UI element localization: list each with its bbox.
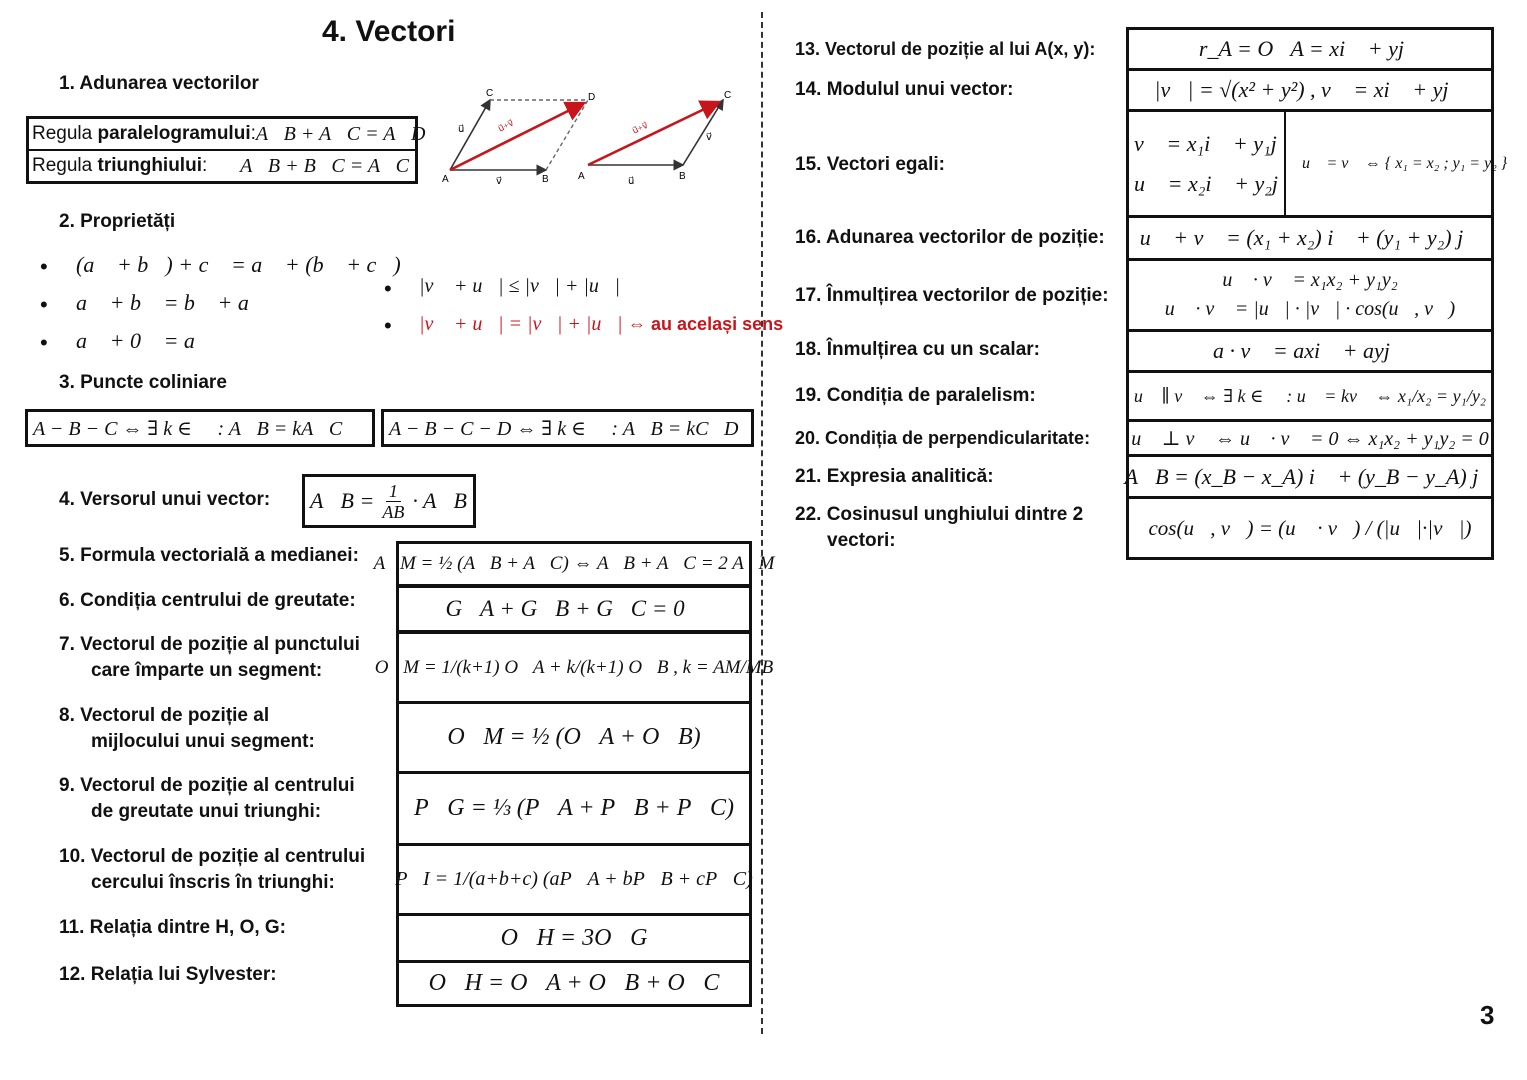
rule2-name: triunghiului xyxy=(97,155,202,176)
parallelogram-figure xyxy=(442,88,595,187)
row-9-label-line2: de greutate unui triunghi: xyxy=(91,801,322,822)
unit-vector-formula xyxy=(302,474,476,528)
analytic-expression-formula: A⃗B = (x_B − x_A) i⃗ + (y_B − y_A) j⃗ xyxy=(1126,454,1494,499)
fig1-label-v: v⃗ xyxy=(496,176,502,187)
property-neutral: a⃗ + 0⃗ = a⃗ xyxy=(76,328,213,353)
row-8-label-line2: mijlocului unui segment: xyxy=(91,731,315,752)
row-12-label: 12. Relația lui Sylvester: xyxy=(59,964,277,985)
row-15-label: 15. Vectori egali: xyxy=(795,154,945,175)
fig1-label-a: A xyxy=(442,174,449,185)
row-7-label-line2: care împarte un segment: xyxy=(91,660,323,681)
unit-vector-lhs: A⃗B = xyxy=(310,488,375,513)
row-11-label: 11. Relația dintre H, O, G: xyxy=(59,917,287,938)
fig2-label-v: v⃗ xyxy=(706,132,712,143)
fraction xyxy=(382,481,404,522)
equal-vectors-definitions xyxy=(1129,112,1296,215)
rule1-name: paralelogramului xyxy=(97,123,251,144)
fig2-resultant xyxy=(588,102,719,165)
median-formula: A⃗M = ½ (A⃗B + A⃗C) ⇔ A⃗B + A⃗C = 2 A⃗M xyxy=(396,541,752,587)
section-3-heading: 3. Puncte coliniare xyxy=(59,372,227,393)
vector-v-def: v⃗ = x₁i⃗ + y₁j⃗ xyxy=(1134,130,1294,156)
vector-u-def: u⃗ = x₂i⃗ + y₂j⃗ xyxy=(1134,170,1296,196)
fig2-label-b: B xyxy=(679,171,686,182)
row-19-label: 19. Condiția de paralelism: xyxy=(795,385,1036,406)
sylvester-formula: O⃗H = O⃗A + O⃗B + O⃗C xyxy=(396,960,752,1007)
row-18-label: 18. Înmulțirea cu un scalar: xyxy=(795,339,1040,360)
section-point-formula: O⃗M = 1/(k+1) O⃗A + k/(k+1) O⃗B , k = AM/MB xyxy=(396,631,752,704)
rule1-formula: A⃗B + A⃗C = A⃗D xyxy=(255,122,426,145)
row-10-label-line2: cercului înscris în triunghi: xyxy=(91,872,335,893)
rule2-colon: : xyxy=(201,155,208,176)
collinear-four-points: A − B − C − D ⇔ ∃ k ∈ ℝ : A⃗B = kC⃗D xyxy=(381,409,754,447)
triangle-rule xyxy=(29,151,415,181)
rule2-prefix: Regula xyxy=(32,155,98,176)
row-21-label: 21. Expresia analitică: xyxy=(795,466,994,487)
row-22-label: 22. Cosinusul unghiului dintre 2 xyxy=(795,504,1084,525)
centroid-position-formula: P⃗G = ⅓ (P⃗A + P⃗B + P⃗C) xyxy=(396,771,752,846)
fig2-label-c: C xyxy=(724,90,732,101)
section-2-heading: 2. Proprietăți xyxy=(59,211,176,232)
fig1-resultant xyxy=(450,103,584,170)
fig1-label-uv: u⃗+v⃗ xyxy=(496,117,516,134)
triangle-inequality: |v⃗ + u⃗| ≤ |v⃗| + |u⃗| xyxy=(419,275,620,297)
vector-addition-figures xyxy=(438,82,748,192)
equality-note: ⇔ au același sens xyxy=(628,314,784,334)
modulus-formula: |v⃗| = √(x² + y²) , v⃗ = xi⃗ + yj⃗ xyxy=(1126,68,1494,112)
scalar-multiplication-formula: a · v⃗ = axi⃗ + ayj⃗ xyxy=(1126,329,1494,373)
fig1-label-u: u⃗ xyxy=(458,124,465,135)
section-1-heading: 1. Adunarea vectorilor xyxy=(59,73,259,94)
fig1-label-c: C xyxy=(486,88,494,99)
dot-product-cosine: u⃗ · v⃗ = |u⃗| · |v⃗| · cos(u⃗, v⃗) xyxy=(1164,298,1456,320)
column-divider xyxy=(761,12,763,1034)
row-7-label: 7. Vectorul de poziție al punctului xyxy=(59,634,360,655)
rule1-prefix: Regula xyxy=(32,123,98,144)
triangle-figure xyxy=(578,90,731,187)
equal-vectors-condition: u⃗ = v⃗ ⇔ { x₁ = x₂ ; y₁ = y₂ } xyxy=(1302,154,1508,172)
bullet-icon: • xyxy=(40,292,48,317)
centroid-condition-formula: G⃗A + G⃗B + G⃗C = 0⃗ xyxy=(396,585,752,633)
row-17-label: 17. Înmulțirea vectorilor de poziție: xyxy=(795,285,1109,306)
property-commutativity: a⃗ + b⃗ = b⃗ + a⃗ xyxy=(76,290,266,315)
bullet-icon: • xyxy=(40,254,48,279)
cosine-formula: cos(u⃗, v⃗) = (u⃗ · v⃗) / (|u⃗|·|v⃗|) xyxy=(1126,496,1494,560)
page-number: 3 xyxy=(1480,1000,1495,1030)
fig1-label-d: D xyxy=(588,92,596,103)
fig2-label-a: A xyxy=(578,171,585,182)
row-16-label: 16. Adunarea vectorilor de poziție: xyxy=(795,227,1105,248)
row-22-label-line2: vectori: xyxy=(827,530,896,551)
row-5-label: 5. Formula vectorială a medianei: xyxy=(59,545,359,566)
page-title: 4. Vectori xyxy=(322,15,456,48)
property-associativity: (a⃗ + b⃗) + c⃗ = a⃗ + (b⃗ + c⃗) xyxy=(76,252,401,277)
equality-same-direction xyxy=(419,313,783,336)
equal-vectors-box xyxy=(1126,109,1508,218)
midpoint-formula: O⃗M = ½ (O⃗A + O⃗B) xyxy=(396,701,752,774)
section-4-heading: 4. Versorul unui vector: xyxy=(59,489,271,510)
dot-product-coordinates: u⃗ · v⃗ = x₁x₂ + y₁y₂ xyxy=(1222,269,1398,291)
row-20-label: 20. Condiția de perpendicularitate: xyxy=(795,428,1091,448)
fig2-label-uv: u⃗+v⃗ xyxy=(630,119,650,136)
fig1-label-b: B xyxy=(542,174,549,185)
bullet-icon: • xyxy=(384,276,392,301)
fraction-numerator: 1 xyxy=(386,481,401,502)
dot-product-box xyxy=(1126,258,1494,332)
position-vector-formula: r_A = O⃗A = xi⃗ + yj⃗ xyxy=(1126,27,1494,71)
row-8-label: 8. Vectorul de poziție al xyxy=(59,705,270,726)
row-6-label: 6. Condiția centrului de greutate: xyxy=(59,590,356,611)
addition-rules-box xyxy=(26,116,426,184)
unit-vector-rhs: · A⃗B xyxy=(412,488,467,513)
rule1-colon: : xyxy=(250,123,256,144)
bullet-icon: • xyxy=(384,313,392,338)
perpendicular-condition-formula: u⃗ ⊥ v⃗ ⇔ u⃗ · v⃗ = 0 ⇔ x₁x₂ + y₁y₂ = 0 xyxy=(1126,419,1494,457)
euler-relation-formula: O⃗H = 3O⃗G xyxy=(396,913,752,963)
rule2-formula: A⃗B + B⃗C = A⃗C xyxy=(240,154,409,177)
fig2-label-u: u⃗ xyxy=(628,176,635,187)
position-vector-sum-formula: u⃗ + v⃗ = (x₁ + x₂) i⃗ + (y₁ + y₂) j⃗ xyxy=(1126,215,1494,261)
fraction-denominator: AB xyxy=(382,501,405,522)
collinear-three-points: A − B − C ⇔ ∃ k ∈ ℝ : A⃗B = kA⃗C xyxy=(25,409,375,447)
equality-formula: |v⃗ + u⃗| = |v⃗| + |u⃗| xyxy=(419,313,623,335)
parallel-condition-formula: u⃗ ∥ v⃗ ⇔ ∃ k ∈ ℝ : u⃗ = kv⃗ ⇔ x₁/x₂ = y₁/y₂ xyxy=(1126,370,1494,422)
row-9-label: 9. Vectorul de poziție al centrului xyxy=(59,775,355,796)
parallelogram-rule xyxy=(29,119,426,151)
bullet-icon: • xyxy=(40,330,48,355)
row-13-label: 13. Vectorul de poziție al lui A(x, y): xyxy=(795,39,1096,59)
row-10-label: 10. Vectorul de poziție al centrului xyxy=(59,846,366,867)
row-14-label: 14. Modulul unui vector: xyxy=(795,79,1014,100)
incenter-formula: P⃗I = 1/(a+b+c) (aP⃗A + bP⃗B + cP⃗C) xyxy=(396,843,752,916)
